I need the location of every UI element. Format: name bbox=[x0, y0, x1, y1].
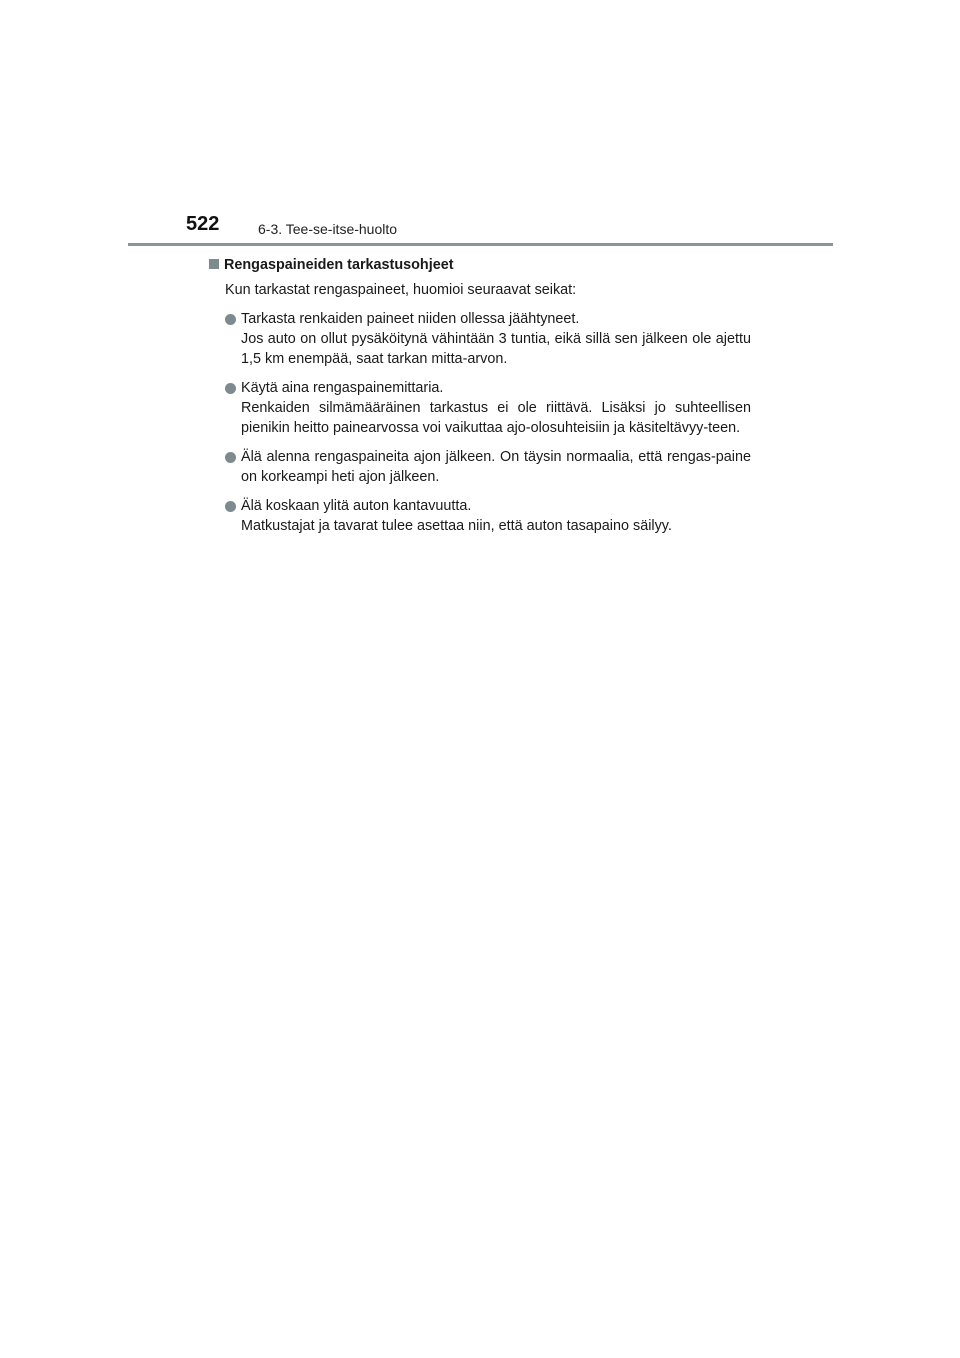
square-bullet-icon bbox=[209, 259, 219, 269]
subheading-text: Rengaspaineiden tarkastusohjeet bbox=[224, 257, 454, 273]
bullet-title: Käytä aina rengaspainemittaria. bbox=[241, 380, 444, 396]
list-item bbox=[225, 378, 751, 438]
round-bullet-icon bbox=[225, 383, 236, 394]
list-item bbox=[225, 496, 751, 536]
bullet-list bbox=[225, 309, 751, 536]
bullet-body: Jos auto on ollut pysäköitynä vähintään 3 tuntia, eikä sillä sen jälkeen ole ajettu 1,5 km enempää, saat tarkan mitta-arvon. bbox=[241, 331, 751, 367]
header-divider bbox=[128, 243, 833, 246]
round-bullet-icon bbox=[225, 452, 236, 463]
bullet-title: Älä koskaan ylitä auton kantavuutta. bbox=[241, 498, 472, 514]
bullet-title: Tarkasta renkaiden paineet niiden ollessa jäähtyneet. bbox=[241, 311, 580, 327]
page-content bbox=[209, 255, 751, 545]
page-number: 522 bbox=[186, 213, 220, 235]
bullet-body: Matkustajat ja tavarat tulee asettaa niin, että auton tasapaino säilyy. bbox=[241, 518, 672, 534]
bullet-title: Älä alenna rengaspaineita ajon jälkeen. On täysin normaalia, että rengas-paine on korkeampi heti ajon jälkeen. bbox=[241, 449, 751, 485]
list-item bbox=[225, 309, 751, 369]
intro-text: Kun tarkastat rengaspaineet, huomioi seuraavat seikat: bbox=[225, 282, 577, 298]
section-title: 6-3. Tee-se-itse-huolto bbox=[258, 221, 398, 237]
list-item bbox=[225, 447, 751, 487]
round-bullet-icon bbox=[225, 501, 236, 512]
bullet-body: Renkaiden silmämääräinen tarkastus ei ole riittävä. Lisäksi jo suhteellisen pienikin heitto painearvossa voi vaikuttaa ajo-olosuhteisiin ja käsiteltävyy-teen. bbox=[241, 400, 751, 436]
subheading bbox=[209, 255, 751, 275]
round-bullet-icon bbox=[225, 314, 236, 325]
